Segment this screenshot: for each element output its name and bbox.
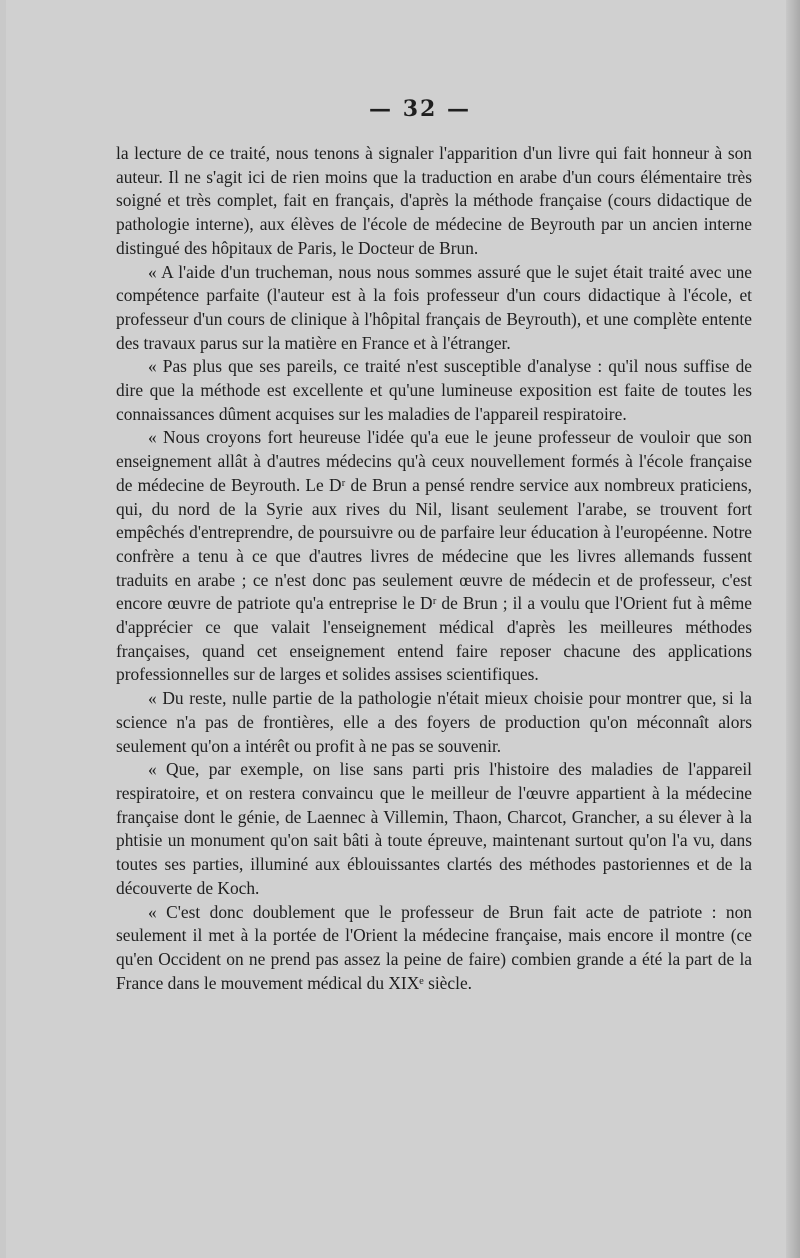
- paragraph-analysis: « Pas plus que ses pareils, ce traité n'est susceptible d'analyse : qu'il nous suffise de dire que la méthode est excellente et qu'une lumineuse exposition est faite de toutes les connaissances dûment acquises sur les maladies de l'appareil respiratoire.: [116, 356, 752, 424]
- paragraph-pathology: « Du reste, nulle partie de la pathologie n'était mieux choisie pour montrer que, si la science n'a pas de frontières, elle a des foyers de production qu'on méconnaît alors seulement qu'on a intérêt ou profit à ne pas se souvenir.: [116, 688, 752, 756]
- paragraph-patriote: « C'est donc doublement que le professeur de Brun fait acte de patriote : non seulement il met à la portée de l'Orient la médecine française, mais encore il montre (ce qu'en Occident on ne prend pas assez la peine de faire) combien grande a été la part de la France dans le mouvement médical du XIXᵉ siècle.: [116, 901, 752, 993]
- body-text: [116, 142, 752, 995]
- page-right-edge-shadow: [786, 0, 800, 1258]
- paragraph-trucheman: « A l'aide d'un trucheman, nous nous sommes assuré que le sujet était traité avec une compétence parfaite (l'auteur est à la fois professeur d'un cours didactique à l'école, et professeur d'un cours de clinique à l'hôpital français de Beyrouth), et une complète entente des travaux parus sur la matière en France et à l'étranger.: [116, 261, 752, 353]
- paragraph-teaching: « Nous croyons fort heureuse l'idée qu'a eue le jeune professeur de vouloir que son enseignement allât à d'autres médecins qu'à ceux nouvellement formés à l'école française de médecine de Beyrouth. Le Dʳ de Brun a pensé rendre service aux nombreux praticiens, qui, du nord de la Syrie aux rives du Nil, lisant seulement l'arabe, se trouvent fort empêchés d'entreprendre, de poursuivre ou de parfaire leur éducation à l'européenne. Notre confrère a tenu à ce que d'autres livres de médecine que les livres allemands fussent traduits en arabe ; ce n'est donc pas seulement œuvre de médecin et de professeur, c'est encore œuvre de patriote qu'a entreprise le Dʳ de Brun ; il a voulu que l'Orient fut à même d'apprécier ce que valait l'enseignement médical d'après les meilleures méthodes françaises, quand cet enseignement entend faire reposer chacune des applications professionnelles sur de larges et solides assises scientifiques.: [116, 427, 752, 685]
- paragraph-respiratory: « Que, par exemple, on lise sans parti pris l'histoire des maladies de l'appareil respiratoire, et on restera convaincu que le meilleur de l'œuvre appartient à la médecine française dont le génie, de Laennec à Villemin, Thaon, Charcot, Grancher, a su élever à la phtisie un monument qu'on sait bâti à toute épreuve, maintenant surtout qu'on l'a vu, dans toutes ses parties, illuminé aux éblouissantes clartés des méthodes pastoriennes et de la découverte de Koch.: [116, 759, 752, 898]
- page-number: — 32 —: [369, 96, 471, 122]
- paragraph-continuation: la lecture de ce traité, nous tenons à signaler l'apparition d'un livre qui fait honneur à son auteur. Il ne s'agit ici de rien moins que la traduction en arabe d'un cours élémentaire très soigné et très complet, fait en français, d'après la méthode française (cours didactique de pathologie interne), aux élèves de l'école de médecine de Beyrouth par un ancien interne distingué des hôpitaux de Paris, le Docteur de Brun.: [116, 143, 752, 258]
- page-left-edge: [0, 0, 6, 1258]
